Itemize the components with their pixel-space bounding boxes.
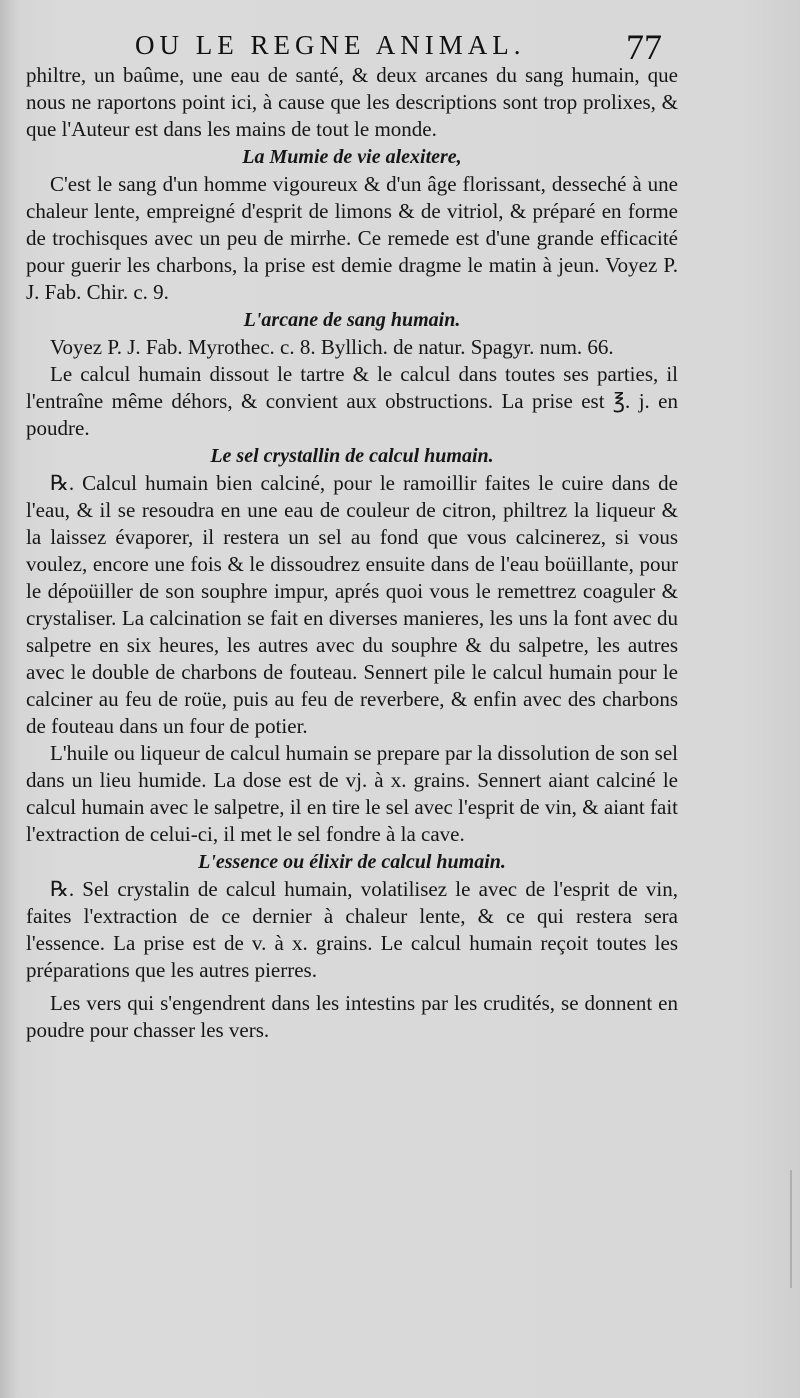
heading-essence: L'essence ou élixir de calcul humain. xyxy=(198,851,506,873)
paragraph-4: Le calcul humain dissout le tartre & le calcul dans toutes ses parties, il l'entraîne même déhors, & convient aux obstructions. La prise est ℥. j. en poudre. xyxy=(26,362,678,440)
heading-arcane: L'arcane de sang humain. xyxy=(243,309,461,331)
main-text xyxy=(26,62,678,1044)
paragraph-2: C'est le sang d'un homme vigoureux & d'un âge florissant, desseché à une chaleur lente, empreigné d'esprit de limons & de vitriol, & préparé en forme de trochisques avec un peu de mirrhe. Ce remede est d'une grande efficacité pour guerir les charbons, la prise est demie dragme le matin à jeun. Voyez P. J. Fab. Chir. c. 9. xyxy=(26,172,678,304)
paragraph-8: Les vers qui s'engendrent dans les intestins par les crudités, se donnent en poudre pour chasser les vers. xyxy=(26,991,678,1042)
running-head: OU LE REGNE ANIMAL. xyxy=(135,30,526,60)
paragraph-7: ℞. Sel crystalin de calcul humain, volatilisez le avec de l'esprit de vin, faites l'extraction de ce dernier à chaleur lente, & ce qui restera sera l'essence. La prise est de v. à x. grains. Le calcul humain reçoit toutes les préparations que les autres pierres. xyxy=(26,877,678,982)
paragraph-5: ℞. Calcul humain bien calciné, pour le ramoillir faites le cuire dans de l'eau, & il se resoudra en une eau de couleur de citron, philtrez la liqueur & la laissez évaporer, il restera un sel au fond que vous calcinerez, si vous voulez, encore une fois & le dissoudrez ensuite dans de l'eau boüillante, pour le dépoüiller de son souphre impur, aprés quoi vous le remettrez coaguler & crystaliser. La calcination se fait en diverses manieres, les uns la font avec du salpetre en six heures, les autres avec du souphre & du salpetre, les autres avec le double de charbons de fouteau. Sennert pile le calcul humain pour le calciner au feu de roüe, puis au feu de reverbere, & enfin avec des charbons de fouteau dans un four de potier. xyxy=(26,471,678,738)
paragraph-6: L'huile ou liqueur de calcul humain se prepare par la dissolution de son sel dans un lieu humide. La dose est de vj. à x. grains. Sennert aiant calciné le calcul humain avec le salpetre, il en tire le sel avec l'esprit de vin, & aiant fait l'extraction de celui-ci, il met le sel fondre à la cave. xyxy=(26,741,678,846)
heading-mumie: La Mumie de vie alexitere, xyxy=(242,146,462,168)
page-number: 77 xyxy=(626,27,662,67)
paragraph-3: Voyez P. J. Fab. Myrothec. c. 8. Byllich. de natur. Spagyr. num. 66. xyxy=(50,335,614,359)
paragraph-1: philtre, un baûme, une eau de santé, & deux arcanes du sang humain, que nous ne raportons point ici, à cause que les descriptions sont trop prolixes, & que l'Auteur est dans les mains de tout le monde. xyxy=(26,63,678,141)
page-edge-shadow xyxy=(790,1170,792,1288)
heading-sel-crystallin: Le sel crystallin de calcul humain. xyxy=(210,445,494,467)
